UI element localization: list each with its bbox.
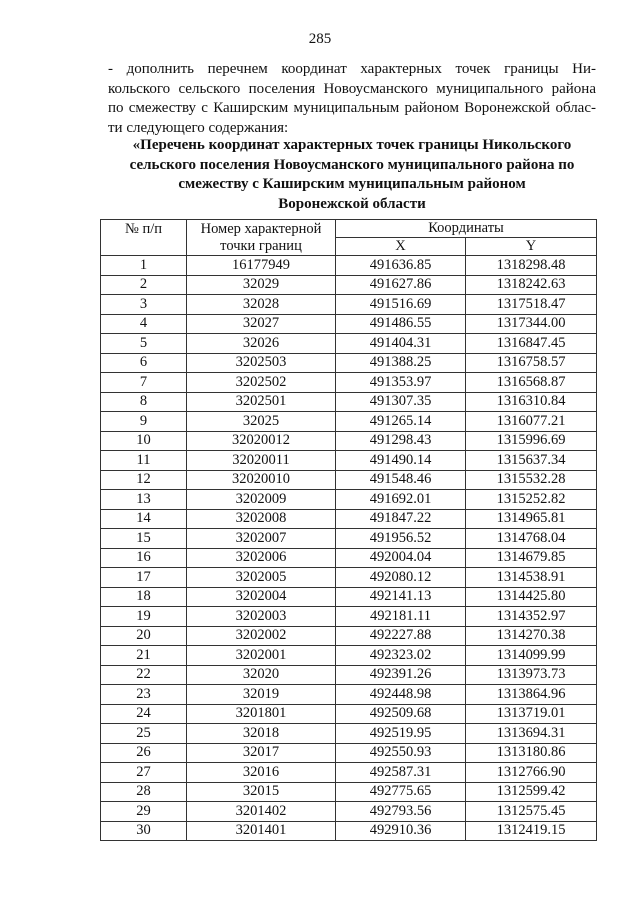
cell-number: 27 bbox=[101, 763, 187, 783]
cell-x: 492793.56 bbox=[336, 802, 466, 822]
cell-y: 1318298.48 bbox=[466, 256, 597, 276]
cell-y: 1314352.97 bbox=[466, 607, 597, 627]
title-line: сельского поселения Новоусманского муниципального района по bbox=[129, 156, 575, 173]
cell-x: 492141.13 bbox=[336, 587, 466, 607]
table-row bbox=[101, 295, 597, 315]
cell-y: 1317344.00 bbox=[466, 314, 597, 334]
cell-y: 1314099.99 bbox=[466, 646, 597, 666]
cell-x: 491298.43 bbox=[336, 431, 466, 451]
cell-x: 491404.31 bbox=[336, 334, 466, 354]
table-row bbox=[101, 470, 597, 490]
table-row bbox=[101, 665, 597, 685]
page-number: 285 bbox=[308, 31, 332, 47]
cell-y: 1314768.04 bbox=[466, 529, 597, 549]
table-row bbox=[101, 802, 597, 822]
cell-x: 491353.97 bbox=[336, 373, 466, 393]
table-row bbox=[101, 256, 597, 276]
cell-x: 491847.22 bbox=[336, 509, 466, 529]
table-row bbox=[101, 490, 597, 510]
table-row bbox=[101, 548, 597, 568]
table-row bbox=[101, 568, 597, 588]
cell-y: 1316758.57 bbox=[466, 353, 597, 373]
cell-number: 7 bbox=[101, 373, 187, 393]
cell-point-id: 3202006 bbox=[187, 548, 336, 568]
cell-x: 492391.26 bbox=[336, 665, 466, 685]
header-x: X bbox=[336, 238, 466, 256]
cell-y: 1315532.28 bbox=[466, 470, 597, 490]
cell-point-id: 32016 bbox=[187, 763, 336, 783]
cell-x: 491548.46 bbox=[336, 470, 466, 490]
cell-number: 12 bbox=[101, 470, 187, 490]
cell-number: 9 bbox=[101, 412, 187, 432]
table-row bbox=[101, 509, 597, 529]
intro-line: - дополнить перечнем координат характерных точек границы Ни- bbox=[108, 61, 596, 77]
cell-y: 1315637.34 bbox=[466, 451, 597, 471]
cell-number: 8 bbox=[101, 392, 187, 412]
cell-x: 491516.69 bbox=[336, 295, 466, 315]
cell-number: 1 bbox=[101, 256, 187, 276]
cell-y: 1312419.15 bbox=[466, 821, 597, 841]
intro-line: по смежеству с Каширским муниципальным районом Воронежской облас- bbox=[108, 100, 596, 116]
cell-x: 492448.98 bbox=[336, 685, 466, 705]
cell-point-id: 3202503 bbox=[187, 353, 336, 373]
table-row bbox=[101, 314, 597, 334]
cell-x: 492323.02 bbox=[336, 646, 466, 666]
cell-point-id: 16177949 bbox=[187, 256, 336, 276]
cell-number: 21 bbox=[101, 646, 187, 666]
table-row bbox=[101, 587, 597, 607]
cell-point-id: 32026 bbox=[187, 334, 336, 354]
cell-y: 1312766.90 bbox=[466, 763, 597, 783]
cell-x: 491307.35 bbox=[336, 392, 466, 412]
cell-number: 25 bbox=[101, 724, 187, 744]
cell-point-id: 32020011 bbox=[187, 451, 336, 471]
cell-number: 10 bbox=[101, 431, 187, 451]
cell-x: 491636.85 bbox=[336, 256, 466, 276]
cell-point-id: 32018 bbox=[187, 724, 336, 744]
intro-line: кольского сельского поселения Новоусманского муниципального района bbox=[108, 80, 596, 97]
cell-point-id: 3202003 bbox=[187, 607, 336, 627]
cell-point-id: 3201401 bbox=[187, 821, 336, 841]
cell-y: 1314538.91 bbox=[466, 568, 597, 588]
cell-y: 1315996.69 bbox=[466, 431, 597, 451]
table-row bbox=[101, 451, 597, 471]
cell-point-id: 3202001 bbox=[187, 646, 336, 666]
cell-number: 19 bbox=[101, 607, 187, 627]
table-row bbox=[101, 704, 597, 724]
cell-number: 18 bbox=[101, 587, 187, 607]
header-number: № п/п bbox=[101, 220, 187, 256]
table-row bbox=[101, 743, 597, 763]
cell-number: 22 bbox=[101, 665, 187, 685]
cell-x: 492910.36 bbox=[336, 821, 466, 841]
cell-x: 491627.86 bbox=[336, 275, 466, 295]
cell-point-id: 3202005 bbox=[187, 568, 336, 588]
cell-x: 491486.55 bbox=[336, 314, 466, 334]
intro-paragraph bbox=[108, 60, 596, 138]
title-line: «Перечень координат характерных точек границы Никольского bbox=[132, 137, 572, 153]
cell-number: 17 bbox=[101, 568, 187, 588]
cell-x: 491956.52 bbox=[336, 529, 466, 549]
header-coordinates: Координаты bbox=[336, 220, 597, 238]
cell-number: 29 bbox=[101, 802, 187, 822]
cell-number: 13 bbox=[101, 490, 187, 510]
table-row bbox=[101, 431, 597, 451]
table-row bbox=[101, 782, 597, 802]
cell-point-id: 32025 bbox=[187, 412, 336, 432]
cell-number: 14 bbox=[101, 509, 187, 529]
cell-x: 492509.68 bbox=[336, 704, 466, 724]
cell-y: 1314425.80 bbox=[466, 587, 597, 607]
cell-y: 1315252.82 bbox=[466, 490, 597, 510]
cell-y: 1316568.87 bbox=[466, 373, 597, 393]
intro-line: ти следующего содержания: bbox=[108, 119, 289, 136]
cell-x: 492004.04 bbox=[336, 548, 466, 568]
table-row bbox=[101, 353, 597, 373]
cell-number: 24 bbox=[101, 704, 187, 724]
cell-x: 491265.14 bbox=[336, 412, 466, 432]
cell-number: 28 bbox=[101, 782, 187, 802]
table-header bbox=[101, 220, 597, 256]
cell-point-id: 3201402 bbox=[187, 802, 336, 822]
cell-point-id: 32019 bbox=[187, 685, 336, 705]
cell-x: 491692.01 bbox=[336, 490, 466, 510]
cell-number: 15 bbox=[101, 529, 187, 549]
cell-point-id: 3202009 bbox=[187, 490, 336, 510]
cell-point-id: 3202008 bbox=[187, 509, 336, 529]
cell-x: 491490.14 bbox=[336, 451, 466, 471]
cell-x: 492181.11 bbox=[336, 607, 466, 627]
header-point bbox=[187, 220, 336, 256]
cell-point-id: 32017 bbox=[187, 743, 336, 763]
cell-point-id: 3202007 bbox=[187, 529, 336, 549]
header-point-line2: точки границ bbox=[220, 238, 302, 254]
table-row bbox=[101, 646, 597, 666]
cell-point-id: 3202002 bbox=[187, 626, 336, 646]
cell-point-id: 3201801 bbox=[187, 704, 336, 724]
table-row bbox=[101, 724, 597, 744]
cell-y: 1313694.31 bbox=[466, 724, 597, 744]
cell-y: 1314679.85 bbox=[466, 548, 597, 568]
cell-point-id: 32020012 bbox=[187, 431, 336, 451]
cell-number: 6 bbox=[101, 353, 187, 373]
cell-y: 1314965.81 bbox=[466, 509, 597, 529]
cell-y: 1313180.86 bbox=[466, 743, 597, 763]
table-row bbox=[101, 763, 597, 783]
cell-number: 16 bbox=[101, 548, 187, 568]
cell-number: 30 bbox=[101, 821, 187, 841]
cell-x: 492587.31 bbox=[336, 763, 466, 783]
header-point-line1: Номер характерной bbox=[200, 221, 322, 237]
cell-y: 1312575.45 bbox=[466, 802, 597, 822]
cell-y: 1317518.47 bbox=[466, 295, 597, 315]
table-row bbox=[101, 412, 597, 432]
table-row bbox=[101, 607, 597, 627]
cell-number: 3 bbox=[101, 295, 187, 315]
cell-y: 1316847.45 bbox=[466, 334, 597, 354]
cell-point-id: 32028 bbox=[187, 295, 336, 315]
cell-point-id: 3202502 bbox=[187, 373, 336, 393]
cell-point-id: 32015 bbox=[187, 782, 336, 802]
cell-number: 23 bbox=[101, 685, 187, 705]
cell-number: 4 bbox=[101, 314, 187, 334]
cell-number: 26 bbox=[101, 743, 187, 763]
cell-point-id: 32020 bbox=[187, 665, 336, 685]
cell-y: 1313864.96 bbox=[466, 685, 597, 705]
cell-y: 1314270.38 bbox=[466, 626, 597, 646]
table-row bbox=[101, 529, 597, 549]
coordinates-table bbox=[100, 219, 597, 841]
title-line: Воронежской области bbox=[278, 195, 426, 212]
cell-number: 2 bbox=[101, 275, 187, 295]
table-row bbox=[101, 685, 597, 705]
table-row bbox=[101, 275, 597, 295]
cell-number: 5 bbox=[101, 334, 187, 354]
section-title bbox=[100, 136, 604, 214]
cell-y: 1316077.21 bbox=[466, 412, 597, 432]
header-y: Y bbox=[466, 238, 597, 256]
table-row bbox=[101, 334, 597, 354]
cell-point-id: 32027 bbox=[187, 314, 336, 334]
cell-x: 492080.12 bbox=[336, 568, 466, 588]
title-line: смежеству с Каширским муниципальным районом bbox=[178, 176, 526, 192]
table-row bbox=[101, 392, 597, 412]
cell-x: 492550.93 bbox=[336, 743, 466, 763]
cell-point-id: 32020010 bbox=[187, 470, 336, 490]
cell-y: 1313719.01 bbox=[466, 704, 597, 724]
cell-y: 1316310.84 bbox=[466, 392, 597, 412]
cell-point-id: 3202004 bbox=[187, 587, 336, 607]
cell-point-id: 32029 bbox=[187, 275, 336, 295]
table-row bbox=[101, 373, 597, 393]
table-row bbox=[101, 626, 597, 646]
cell-number: 11 bbox=[101, 451, 187, 471]
table-body bbox=[101, 256, 597, 841]
cell-x: 492227.88 bbox=[336, 626, 466, 646]
table-row bbox=[101, 821, 597, 841]
cell-point-id: 3202501 bbox=[187, 392, 336, 412]
cell-x: 492775.65 bbox=[336, 782, 466, 802]
cell-x: 492519.95 bbox=[336, 724, 466, 744]
cell-y: 1313973.73 bbox=[466, 665, 597, 685]
cell-y: 1312599.42 bbox=[466, 782, 597, 802]
cell-x: 491388.25 bbox=[336, 353, 466, 373]
cell-number: 20 bbox=[101, 626, 187, 646]
cell-y: 1318242.63 bbox=[466, 275, 597, 295]
